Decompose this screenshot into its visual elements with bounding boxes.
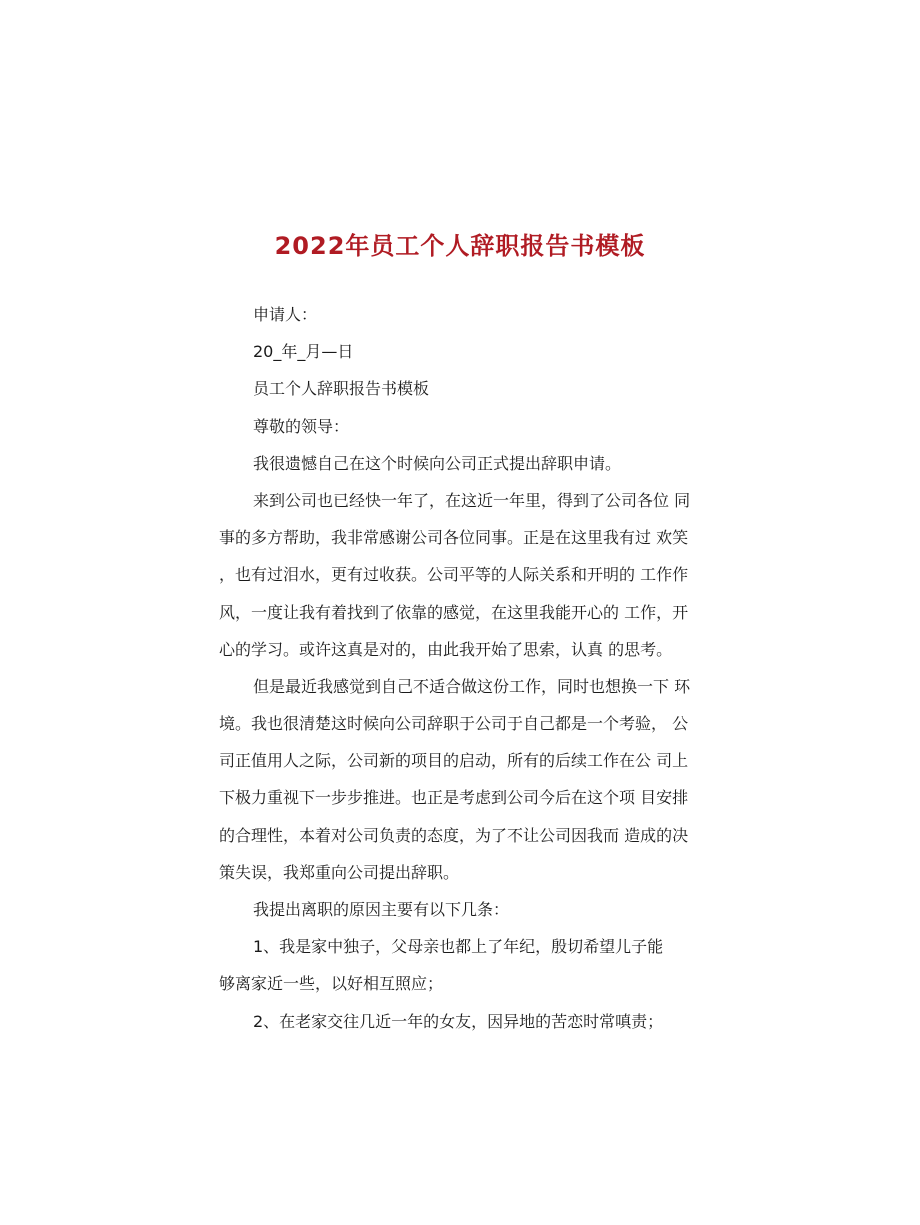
paragraph-line: 1、我是家中独子，父母亲也都上了年纪，殷切希望儿子能 <box>253 937 664 957</box>
paragraph-line: 策失误，我郑重向公司提出辞职。 <box>219 862 460 882</box>
paragraph-line: 但是最近我感觉到自己不适合做这份工作，同时也想换一下 环 <box>253 676 691 696</box>
document-body <box>219 300 719 1044</box>
paragraph-line: ，也有过泪水，更有过收获。公司平等的人际关系和开明的 工作作 <box>219 565 689 585</box>
paragraph-line: 来到公司也已经快一年了，在这近一年里，得到了公司各位 同 <box>253 490 691 510</box>
paragraph-line: 风，一度让我有着找到了依靠的感觉，在这里我能开心的 工作，开 <box>219 602 689 622</box>
paragraph-line: 的合理性，本着对公司负责的态度，为了不让公司因我而 造成的决 <box>219 825 689 845</box>
paragraph-line: 我提出离职的原因主要有以下几条： <box>253 900 510 919</box>
paragraph-line: 事的多方帮助，我非常感谢公司各位同事。正是在这里我有过 欢笑 <box>219 528 689 548</box>
paragraph-line: 境。我也很清楚这时候向公司辞职于公司于自己都是一个考验， 公 <box>219 714 689 734</box>
paragraph-line: 尊敬的领导： <box>253 416 350 436</box>
paragraph-line: 司正值用人之际，公司新的项目的启动，所有的后续工作在公 司上 <box>219 751 689 771</box>
paragraph-line: 20_年_月—日 <box>253 342 354 362</box>
paragraph-line: 下极力重视下一步步推进。也正是考虑到公司今后在这个项 目安排 <box>219 788 689 808</box>
paragraph-line: 够离家近一些，以好相互照应； <box>219 974 444 994</box>
paragraph-line: 申请人： <box>253 305 318 324</box>
paragraph-line: 我很遗憾自己在这个时候向公司正式提出辞职申请。 <box>253 453 622 473</box>
document-title: 2022年员工个人辞职报告书模板 <box>274 232 646 260</box>
paragraph-line: 2、在老家交往几近一年的女友，因异地的苦恋时常嗔责； <box>253 1011 664 1031</box>
paragraph-line: 员工个人辞职报告书模板 <box>253 379 430 399</box>
paragraph-line: 心的学习。或许这真是对的，由此我开始了思索，认真 的思考。 <box>219 639 673 659</box>
